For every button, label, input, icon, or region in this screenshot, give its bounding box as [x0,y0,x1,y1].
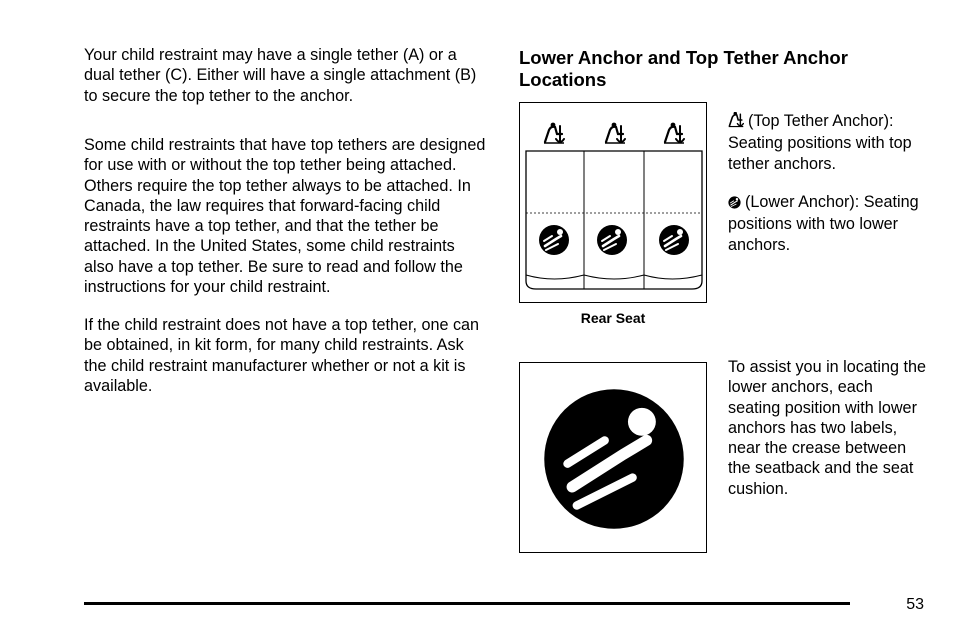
figure-caption: Rear Seat [580,310,646,326]
paragraph-tether-types: Your child restraint may have a single tether (A) or a dual tether (C). Either will have a single attachment (B) to secure the top tether to the anchor. [84,46,477,105]
lower-anchor-icon [544,389,684,529]
lower-anchor-icon [659,225,689,255]
rear-seat-diagram [519,102,707,303]
page-number: 53 [906,596,924,613]
legend-lower-anchor [728,192,948,255]
legend-top-tether-text: (Top Tether Anchor): Seating positions with top tether anchors. [728,112,912,173]
section-heading: Lower Anchor and Top Tether Anchor Locations [519,47,848,90]
lower-anchor-icon [728,194,741,214]
lower-anchor-icon [597,225,627,255]
legend-lower-anchor-text: (Lower Anchor): Seating positions with two lower anchors. [728,193,919,254]
top-tether-anchor-icon [728,112,744,133]
top-tether-anchor-icon [664,123,684,143]
lower-anchor-icon [539,225,569,255]
paragraph-top-tether-requirements: Some child restraints that have top tethers are designed for use with or without the top tether being attached. Others require the top tether always to be attached. In Canada, the law requires that forward-facing child restraints have a top tether, and that the tether be attached. In the United States, some child restraints also have a top tether. Be sure to read and follow the instructions for your child restraint. [84,136,486,297]
lower-anchor-label-figure [519,362,707,553]
top-tether-anchor-icon [544,123,564,143]
paragraph-tether-kit: If the child restraint does not have a top tether, one can be obtained, in kit form, for many child restraints. Ask the child restraint manufacturer whether or not a kit is available. [84,316,480,395]
legend-top-tether [728,111,948,174]
footer-rule [84,602,850,605]
top-tether-anchor-icon [605,123,625,143]
paragraph-label-location: To assist you in locating the lower anchors, each seating position with lower anchors has two labels, near the crease between the seatback and the seat cushion. [728,358,926,498]
